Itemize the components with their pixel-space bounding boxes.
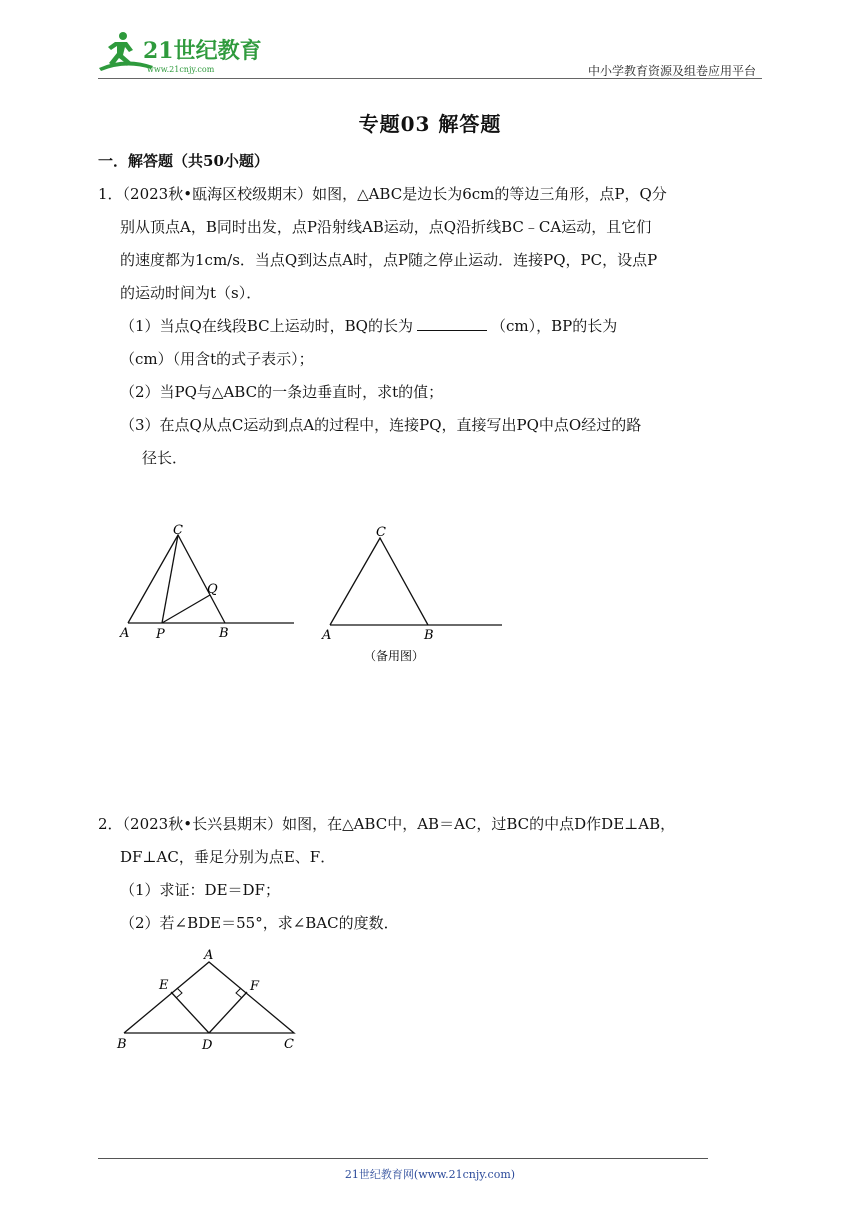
logo-text: 21世纪教育 xyxy=(143,38,262,64)
section-heading: 一．解答题（共50小题） xyxy=(98,152,269,170)
q1-figure-main xyxy=(118,520,298,650)
label-D: D xyxy=(202,1038,213,1053)
label-B: B xyxy=(219,626,229,641)
label-A: A xyxy=(204,948,214,963)
q1-part-1-text-b: （cm），BP的长为 xyxy=(490,317,618,335)
q1-line-3: 的速度都为1cm/s．当点Q到达点A时，点P随之停止运动．连接PQ，PC，设点P xyxy=(120,251,658,269)
label-Q: Q xyxy=(207,582,218,597)
site-logo xyxy=(95,28,265,78)
answer-blank[interactable] xyxy=(417,316,487,331)
q1-part-1-text-a: （1）当点Q在线段BC上运动时，BQ的长为 xyxy=(120,317,413,335)
label-F: F xyxy=(250,979,260,994)
label-B: B xyxy=(117,1037,127,1052)
logo-url: www.21cnjy.com xyxy=(147,65,215,74)
page-header xyxy=(0,0,860,80)
q1-line-4: 的运动时间为t（s）． xyxy=(120,284,262,302)
figure-caption: （备用图） xyxy=(364,649,425,663)
q1-part-2: （2）当PQ与△ABC的一条边垂直时，求t的值； xyxy=(120,383,444,401)
question-1 xyxy=(98,178,762,475)
header-platform-text: 中小学教育资源及组卷应用平台 xyxy=(587,64,756,78)
label-E: E xyxy=(159,978,169,993)
footer-divider xyxy=(98,1158,708,1159)
label-P: P xyxy=(156,627,165,642)
page-title: 专题03 解答题 xyxy=(358,112,502,136)
q2-part-2: （2）若∠BDE＝55°，求∠BAC的度数． xyxy=(120,914,399,932)
header-divider xyxy=(98,78,762,79)
label-C: C xyxy=(376,525,386,540)
q2-line-1: 2．（2023秋•长兴县期末）如图，在△ABC中，AB＝AC，过BC的中点D作DE⊥AB， xyxy=(98,815,676,833)
label-A: A xyxy=(322,628,332,643)
q1-line-2: 别从顶点A，B同时出发，点P沿射线AB运动，点Q沿折线BC﹣CA运动，且它们 xyxy=(120,218,652,236)
q1-part-1 xyxy=(98,310,762,343)
label-C: C xyxy=(173,523,183,538)
footer-link[interactable]: 21世纪教育网(www.21cnjy.com) xyxy=(344,1168,516,1181)
q2-part-1: （1）求证：DE＝DF； xyxy=(120,881,280,899)
q1-part-1-cont: （cm）（用含t的式子表示）； xyxy=(120,350,314,368)
label-A: A xyxy=(120,626,130,641)
q1-line-1: 1．（2023秋•瓯海区校级期末）如图，△ABC是边长为6cm的等边三角形，点P，Q分 xyxy=(98,185,667,203)
q2-figure xyxy=(112,946,308,1056)
label-B: B xyxy=(424,628,434,643)
q1-part-3-cont: 径长． xyxy=(142,449,188,467)
label-C: C xyxy=(284,1037,294,1052)
q1-part-3: （3）在点Q从点C运动到点A的过程中，连接PQ，直接写出PQ中点O经过的路 xyxy=(120,416,642,434)
question-2 xyxy=(98,808,762,940)
q2-line-2: DF⊥AC，垂足分别为点E、F． xyxy=(120,848,336,866)
q1-figure-backup xyxy=(314,520,506,670)
